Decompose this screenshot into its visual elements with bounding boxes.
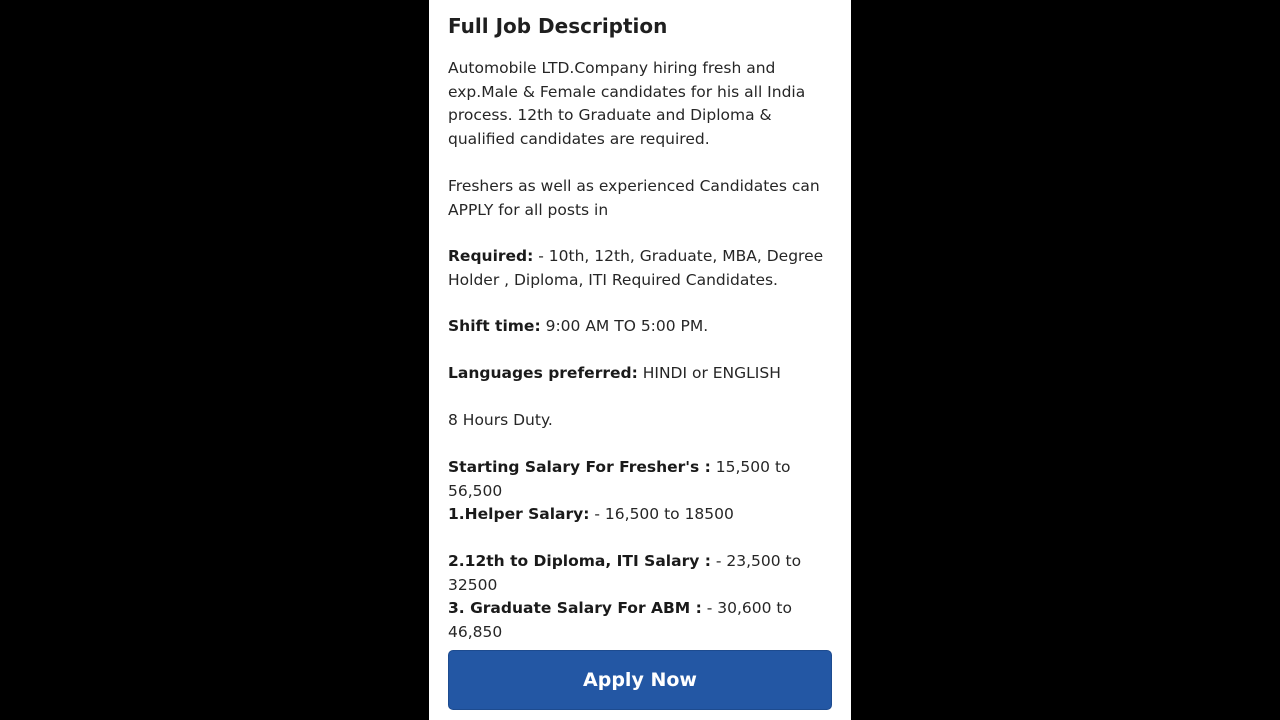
required-label: Required: (448, 247, 534, 265)
shift-value: 9:00 AM TO 5:00 PM. (540, 317, 709, 335)
diploma-salary-label: 2.12th to Diploma, ITI Salary : (448, 552, 711, 570)
duty-paragraph: 8 Hours Duty. (448, 411, 553, 429)
languages-label: Languages preferred: (448, 364, 638, 382)
starting-salary-label: Starting Salary For Fresher's : (448, 458, 711, 476)
intro-paragraph: Automobile LTD.Company hiring fresh and exp.Male & Female candidates for his all India process. 12th to Graduate and Diploma & qualified candidates are required. (448, 59, 806, 148)
helper-salary-value: - 16,500 to 18500 (589, 505, 734, 523)
languages-value: HINDI or ENGLISH (637, 364, 781, 382)
diploma-salary-paragraph (448, 550, 832, 597)
shift-paragraph (448, 315, 832, 339)
required-value: - 10th, 12th, Graduate, MBA, Degree Holder , Diploma, ITI Required Candidates. (448, 247, 824, 289)
apply-now-button[interactable]: Apply Now (448, 650, 832, 710)
graduate-salary-label: 3. Graduate Salary For ABM : (448, 599, 702, 617)
helper-salary-label: 1.Helper Salary: (448, 505, 590, 523)
starting-salary-paragraph (448, 456, 832, 503)
shift-label: Shift time: (448, 317, 541, 335)
freshers-paragraph: Freshers as well as experienced Candidates can APPLY for all posts in (448, 177, 820, 219)
starting-salary-value: 15,500 to 56,500 (448, 458, 791, 500)
helper-salary-paragraph (448, 503, 832, 527)
diploma-salary-value: - 23,500 to 32500 (448, 552, 802, 594)
required-paragraph (448, 245, 832, 292)
section-title: Full Job Description (448, 14, 668, 38)
job-detail-screen (429, 0, 851, 720)
languages-paragraph (448, 362, 832, 386)
graduate-salary-paragraph (448, 597, 832, 644)
graduate-salary-value: - 30,600 to 46,850 (448, 599, 792, 641)
